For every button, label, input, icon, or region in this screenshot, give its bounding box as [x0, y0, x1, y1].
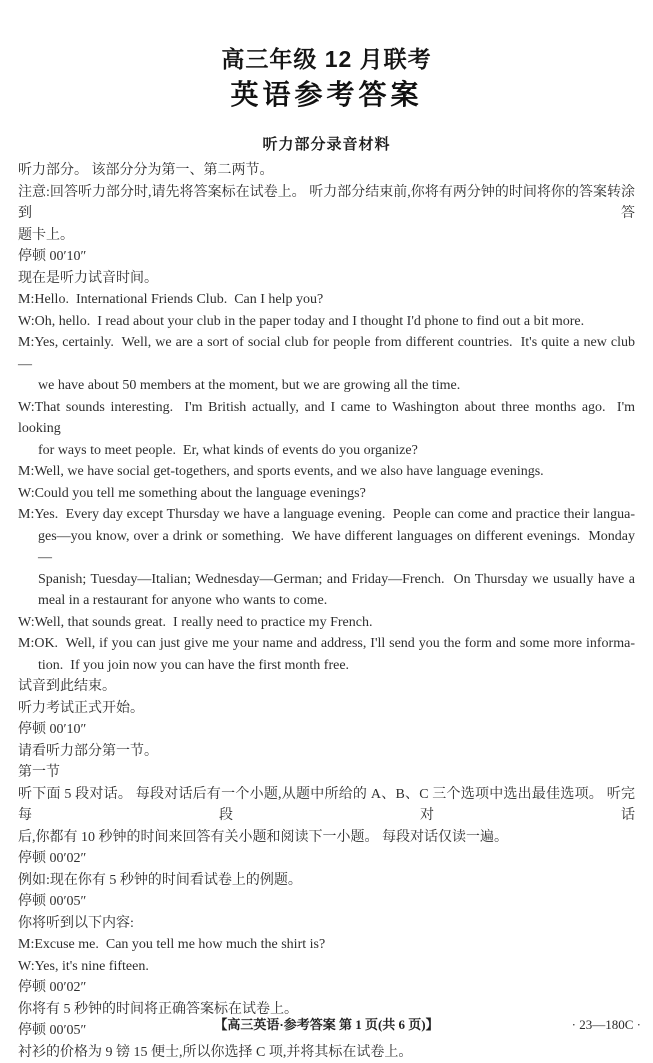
section-one-label: 第一节: [18, 762, 635, 784]
dialogue-line: M:Well, we have social get-togethers, and sports events, and we also have language evenings.: [18, 461, 635, 483]
dialogue-line: meal in a restaurant for anyone who wants to come.: [38, 590, 635, 612]
dialogue-line: W:Well, that sounds great. I really need to practice my French.: [18, 612, 635, 634]
exam-title: 高三年级 12 月联考: [0, 46, 653, 73]
listening-transcript: [18, 160, 635, 1063]
dialogue-line: M:Yes. Every day except Thursday we have a language evening. People can come and practice their langua-: [18, 504, 635, 526]
dialogue-line: W:Yes, it's nine fifteen.: [18, 956, 635, 978]
exam-answer-sheet-page: [0, 46, 653, 1054]
transcript-line: 听下面 5 段对话。 每段对话后有一个小题,从题中所给的 A、B、C 三个选项中选出最佳选项。 听完每段对话: [18, 784, 635, 827]
transcript-line: 现在是听力试音时间。: [18, 268, 635, 290]
header: [0, 46, 653, 111]
dialogue-line: we have about 50 members at the moment, but we are growing all the time.: [38, 375, 635, 397]
dialogue-line: for ways to meet people. Er, what kinds of events do you organize?: [38, 440, 635, 462]
pause-marker: 停顿 00′05″: [18, 1020, 635, 1042]
dialogue-line: M:Hello. International Friends Club. Can I help you?: [18, 289, 635, 311]
transcript-line: 题卡上。: [18, 225, 635, 247]
dialogue-line: M:Yes, certainly. Well, we are a sort of social club for people from different countries. It's quite a new club—: [18, 332, 635, 375]
pause-marker: 停顿 00′02″: [18, 977, 635, 999]
pause-marker: 停顿 00′02″: [18, 848, 635, 870]
transcript-line: 试音到此结束。: [18, 676, 635, 698]
pause-marker: 停顿 00′10″: [18, 719, 635, 741]
transcript-line: 衬衫的价格为 9 镑 15 便士,所以你选择 C 项,并将其标在试卷上。: [18, 1042, 635, 1063]
pause-marker: 停顿 00′05″: [18, 891, 635, 913]
section-heading: 听力部分录音材料: [0, 136, 653, 154]
dialogue-line: tion. If you join now you can have the first month free.: [38, 655, 635, 677]
dialogue-line: ges—you know, over a drink or something. We have different languages on different evenings. Monday—: [38, 526, 635, 569]
pause-marker: 停顿 00′10″: [18, 246, 635, 268]
dialogue-line: M:OK. Well, if you can just give me your name and address, I'll send you the form and some more informa-: [18, 633, 635, 655]
dialogue-line: W:Could you tell me something about the language evenings?: [18, 483, 635, 505]
dialogue-line: M:Excuse me. Can you tell me how much the shirt is?: [18, 934, 635, 956]
transcript-line: 你将听到以下内容:: [18, 913, 635, 935]
footer-paper-code: · 23—180C ·: [572, 1015, 641, 1035]
page-footer: [0, 1015, 653, 1035]
footer-page-info: 【高三英语·参考答案 第 1 页(共 6 页)】: [0, 1015, 653, 1035]
dialogue-line: Spanish; Tuesday—Italian; Wednesday—German; and Friday—French. On Thursday we usually have a: [38, 569, 635, 591]
answer-key-title: 英语参考答案: [0, 78, 653, 111]
dialogue-line: W:That sounds interesting. I'm British actually, and I came to Washington about three months ago. I'm looking: [18, 397, 635, 440]
transcript-line: 例如:现在你有 5 秒钟的时间看试卷上的例题。: [18, 870, 635, 892]
transcript-line: 听力考试正式开始。: [18, 698, 635, 720]
transcript-line: 听力部分。 该部分分为第一、第二两节。: [18, 160, 635, 182]
transcript-line: 注意:回答听力部分时,请先将答案标在试卷上。 听力部分结束前,你将有两分钟的时间将你的答案转涂到答: [18, 182, 635, 225]
dialogue-line: W:Oh, hello. I read about your club in the paper today and I thought I'd phone to find out a bit more.: [18, 311, 635, 333]
transcript-line: 你将有 5 秒钟的时间将正确答案标在试卷上。: [18, 999, 635, 1021]
transcript-line: 后,你都有 10 秒钟的时间来回答有关小题和阅读下一小题。 每段对话仅读一遍。: [18, 827, 635, 849]
transcript-line: 请看听力部分第一节。: [18, 741, 635, 763]
